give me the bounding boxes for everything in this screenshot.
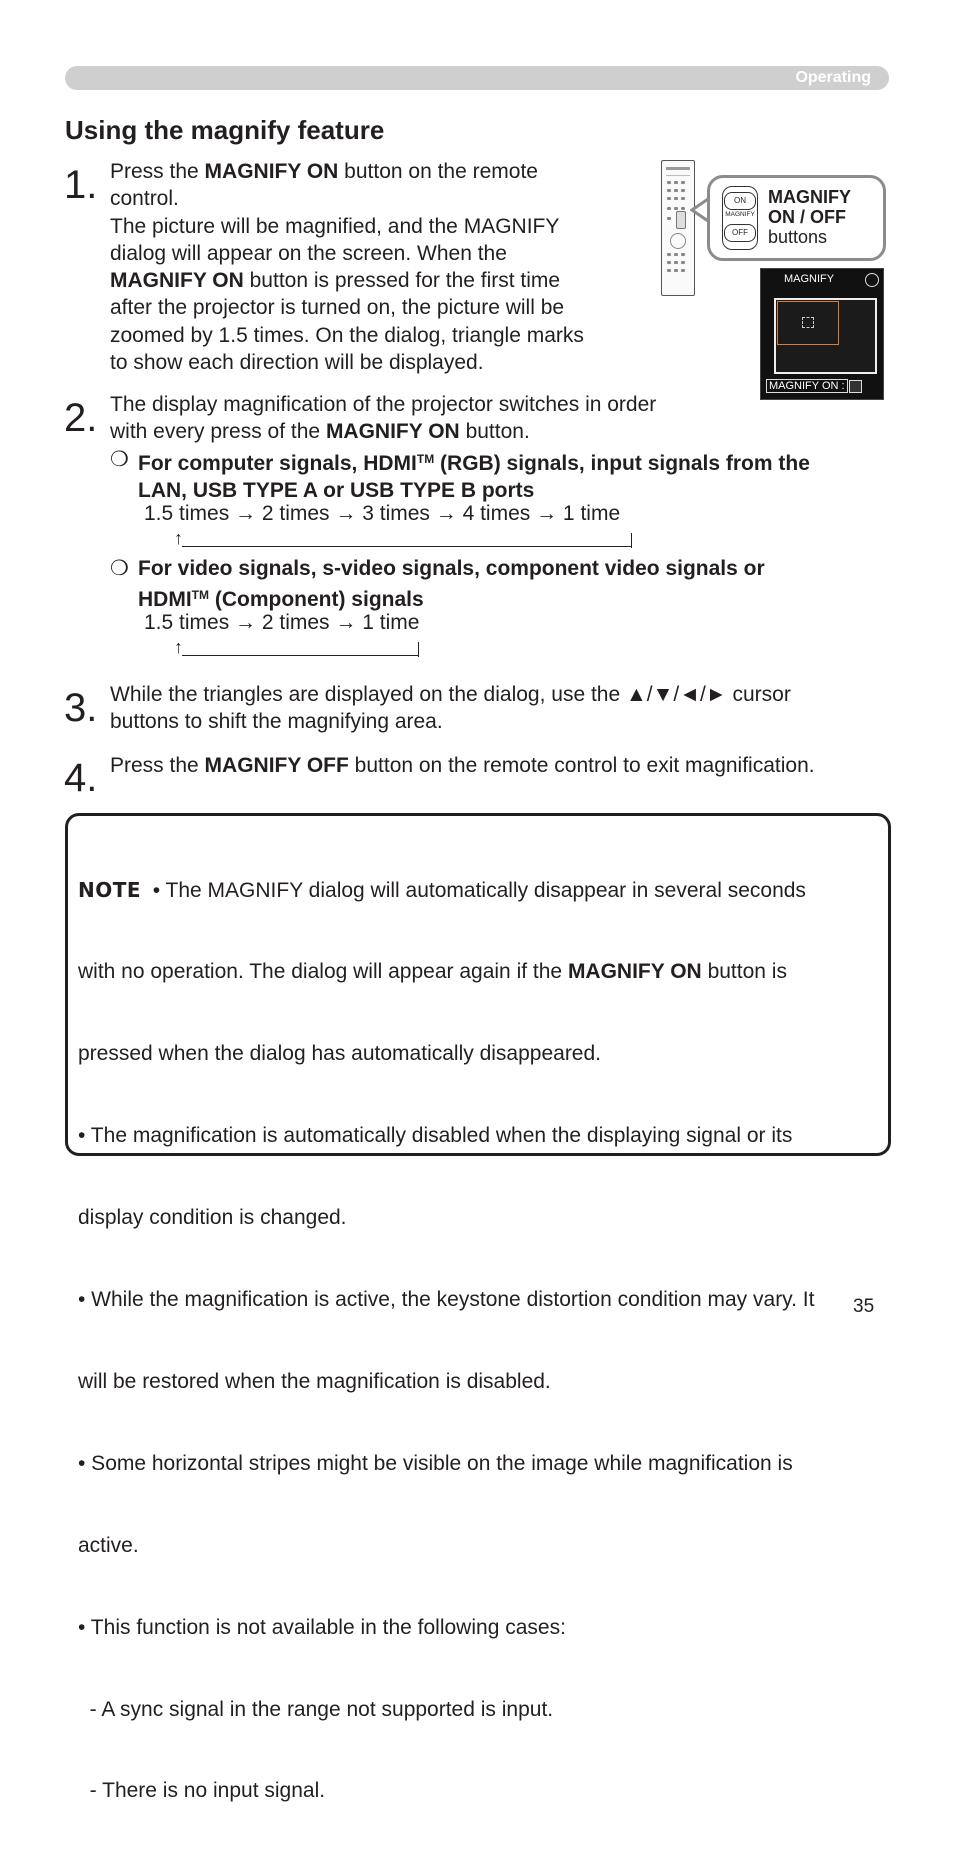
magnify-label: MAGNIFY bbox=[725, 211, 755, 218]
step-2-sub2-bullet: ❍ bbox=[110, 557, 129, 580]
loop-line-2-end bbox=[418, 642, 419, 657]
dialog-direction-icon bbox=[865, 273, 879, 287]
note-text: NOTE • The MAGNIFY dialog will automatically disappear in several seconds with no operation. The dialog will appear again if the MAGNIFY ON button is pressed when the dialog has automatically disappeared. • The magnification is automatically disabled when the displaying signal or its display condition is changed. • While the magnification is active, the keystone distortion condition may vary. It will be restored when the magnification is disabled. • Some horizontal stripes might be visible on the image while magnification is active. • This function is not available in the following cases: - A sync signal in the range not supported is input. - There is no input signal. bbox=[78, 877, 815, 1803]
step-4-text: Press the MAGNIFY OFF button on the remote control to exit magnification. bbox=[110, 754, 815, 777]
page-number: 35 bbox=[853, 1296, 875, 1317]
loop-line-2 bbox=[182, 655, 419, 656]
loop-arrow-up-icon: ↑ bbox=[174, 637, 183, 657]
dialog-image-frame bbox=[774, 298, 877, 374]
callout-line-3: buttons bbox=[768, 227, 828, 247]
loop-line-1 bbox=[182, 546, 632, 547]
dialog-title: MAGNIFY bbox=[784, 273, 835, 285]
magnify-on-button: ON bbox=[724, 192, 756, 210]
loop-arrow-up-icon: ↑ bbox=[174, 528, 183, 548]
dialog-footer: MAGNIFY ON : bbox=[766, 379, 848, 393]
step-3-text: While the triangles are displayed on the dialog, use the ▲/▼/◄/► cursor buttons to shift the magnifying area. bbox=[110, 683, 791, 734]
magnify-buttons-callout bbox=[707, 175, 886, 261]
step-2-text: The display magnification of the projector switches in order with every press of the MAGNIFY ON button. bbox=[110, 393, 657, 444]
magnify-off-button: OFF bbox=[724, 224, 756, 242]
loop-line-1-end bbox=[631, 533, 632, 548]
magnify-area-marker bbox=[777, 301, 839, 345]
step-number-2: 2. bbox=[64, 396, 98, 440]
step-2-sub2-sequence: 1.5 times → 2 times → 1 time bbox=[144, 611, 420, 634]
note-label: NOTE bbox=[78, 877, 142, 902]
section-header-bar bbox=[65, 66, 889, 90]
step-2-sub1-bullet: ❍ bbox=[110, 448, 129, 471]
step-1-text: Press the MAGNIFY ON button on the remote control. The picture will be magnified, and the MAGNIFY dialog will appear on the screen. When the MAGNIFY ON button is pressed for the first time after the projector is turned on, the picture will be zoomed by 1.5 times. On the dialog, triangle marks to show each direction will be displayed. bbox=[110, 160, 584, 375]
callout-line-1: MAGNIFY bbox=[768, 187, 851, 207]
step-number-3: 3. bbox=[64, 686, 98, 730]
callout-line-2: ON / OFF bbox=[768, 207, 846, 227]
step-number-1: 1. bbox=[64, 163, 98, 207]
magnify-dialog-illustration bbox=[760, 268, 884, 400]
step-2-sub1-sequence: 1.5 times → 2 times → 3 times → 4 times → 1 time bbox=[144, 502, 621, 525]
remote-control-illustration bbox=[661, 160, 695, 296]
section-label: Operating bbox=[795, 69, 871, 86]
step-number-4: 4. bbox=[64, 756, 98, 800]
step-2-sub2-text: For video signals, s-video signals, component video signals or HDMI™ (Component) signals bbox=[138, 557, 765, 612]
page-title: Using the magnify feature bbox=[65, 115, 385, 145]
step-2-sub1-text: For computer signals, HDMI™ (RGB) signals, input signals from the LAN, USB TYPE A or USB TYPE B ports bbox=[138, 452, 810, 503]
